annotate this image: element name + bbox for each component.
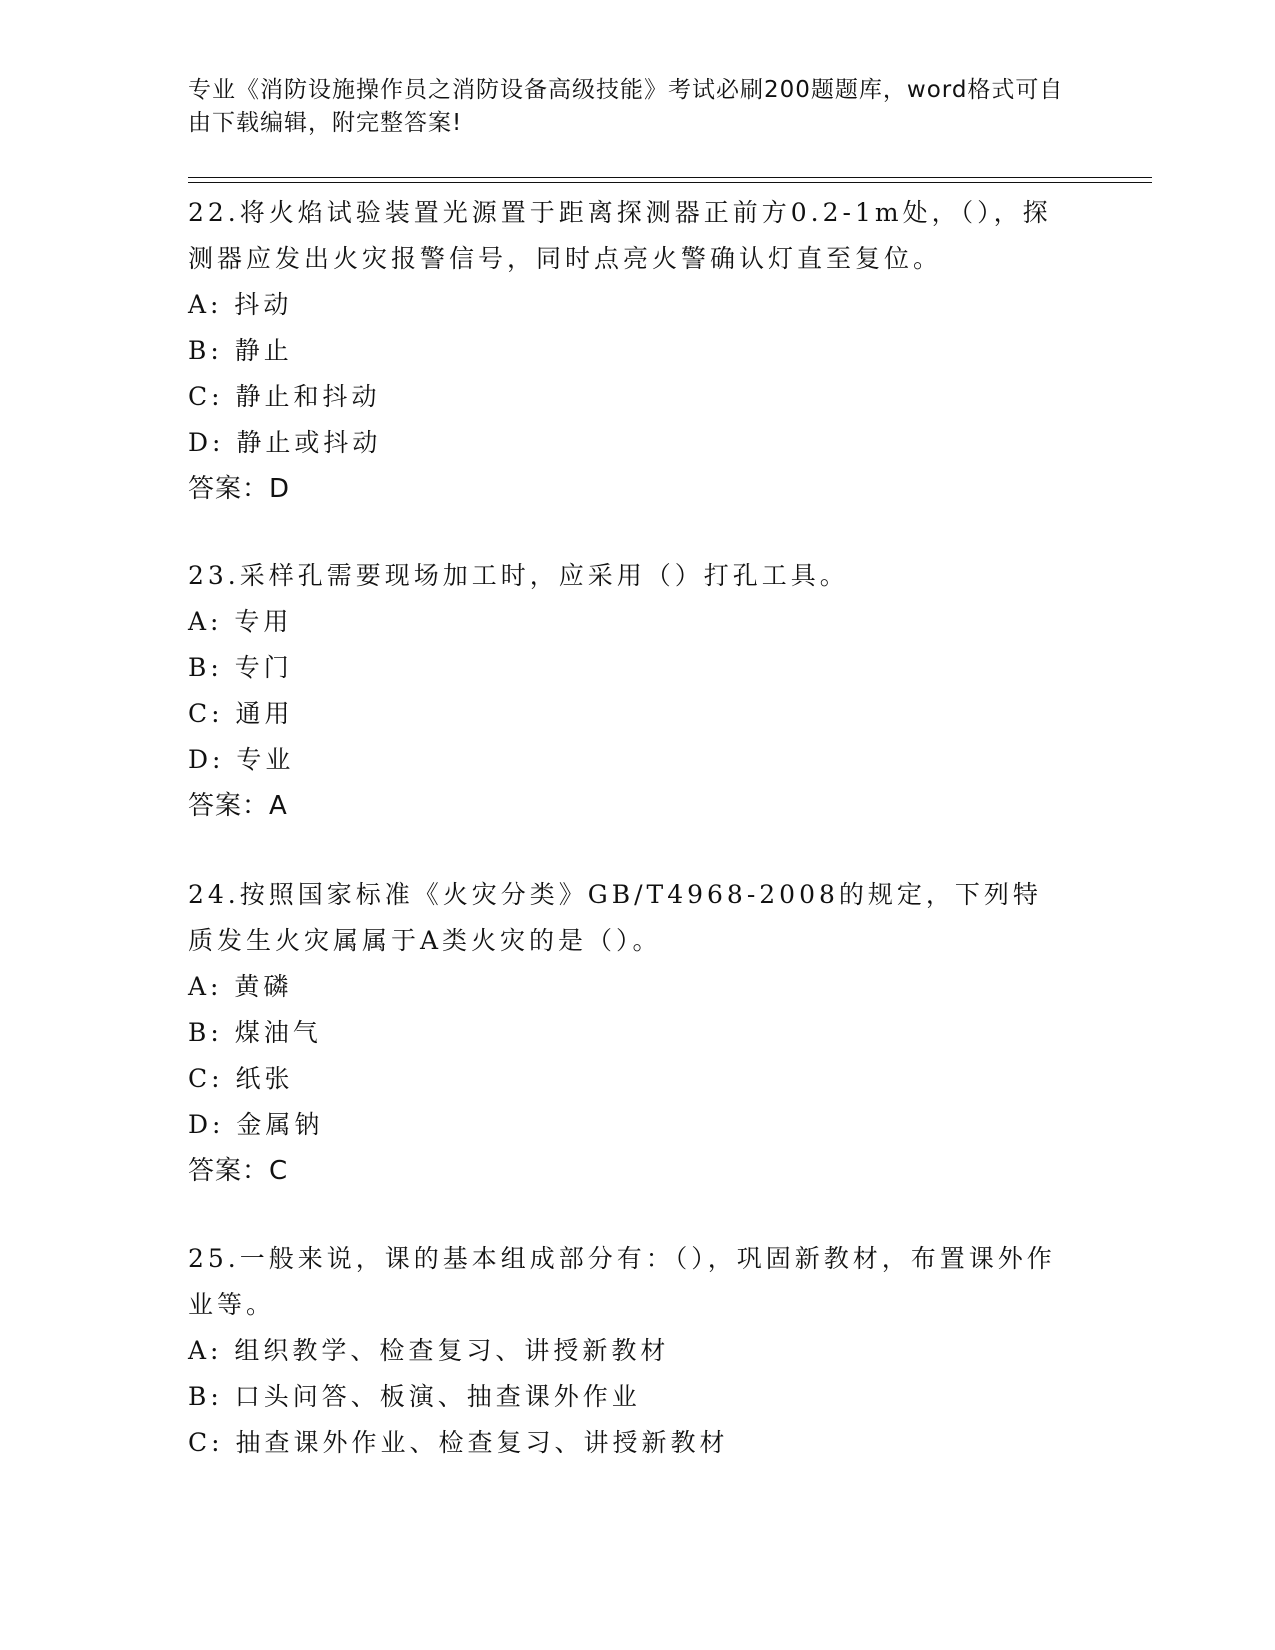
option-c: C: 静止和抖动 (188, 382, 381, 411)
header-divider-bottom (188, 182, 1152, 183)
option-d: D: 静止或抖动 (188, 428, 382, 457)
option-c: C: 纸张 (188, 1064, 294, 1093)
question-24 (188, 872, 1068, 1194)
question-23 (188, 553, 1068, 829)
document-intro: 专业《消防设施操作员之消防设备高级技能》考试必刷200题题库，word格式可自由下载编辑，附完整答案! (188, 77, 1064, 136)
option-a: A: 抖动 (188, 290, 293, 319)
option-b: B: 专门 (188, 653, 293, 682)
option-c: C: 抽查课外作业、检查复习、讲授新教材 (188, 1428, 729, 1457)
option-d: D: 金属钠 (188, 1110, 324, 1139)
answer: 答案：C (188, 1156, 289, 1186)
answer: 答案：D (188, 474, 291, 504)
answer: 答案：A (188, 791, 288, 821)
question-25 (188, 1236, 1068, 1466)
option-a: A: 专用 (188, 607, 293, 636)
header-divider-top (188, 177, 1152, 178)
question-22 (188, 190, 1068, 512)
question-stem: 24.按照国家标准《火灾分类》GB/T4968-2008的规定，下列特质发生火灾属属于A类火灾的是（）。 (188, 880, 1042, 955)
question-stem: 25.一般来说，课的基本组成部分有：（），巩固新教材，布置课外作业等。 (188, 1244, 1056, 1319)
option-a: A: 组织教学、检查复习、讲授新教材 (188, 1336, 670, 1365)
option-b: B: 静止 (188, 336, 293, 365)
option-d: D: 专业 (188, 745, 295, 774)
option-a: A: 黄磷 (188, 972, 293, 1001)
option-b: B: 煤油气 (188, 1018, 322, 1047)
question-stem: 23.采样孔需要现场加工时，应采用（）打孔工具。 (188, 561, 849, 590)
option-b: B: 口头问答、板演、抽查课外作业 (188, 1382, 641, 1411)
question-stem: 22.将火焰试验装置光源置于距离探测器正前方0.2-1m处，（），探测器应发出火灾报警信号，同时点亮火警确认灯直至复位。 (188, 198, 1052, 273)
option-c: C: 通用 (188, 699, 294, 728)
